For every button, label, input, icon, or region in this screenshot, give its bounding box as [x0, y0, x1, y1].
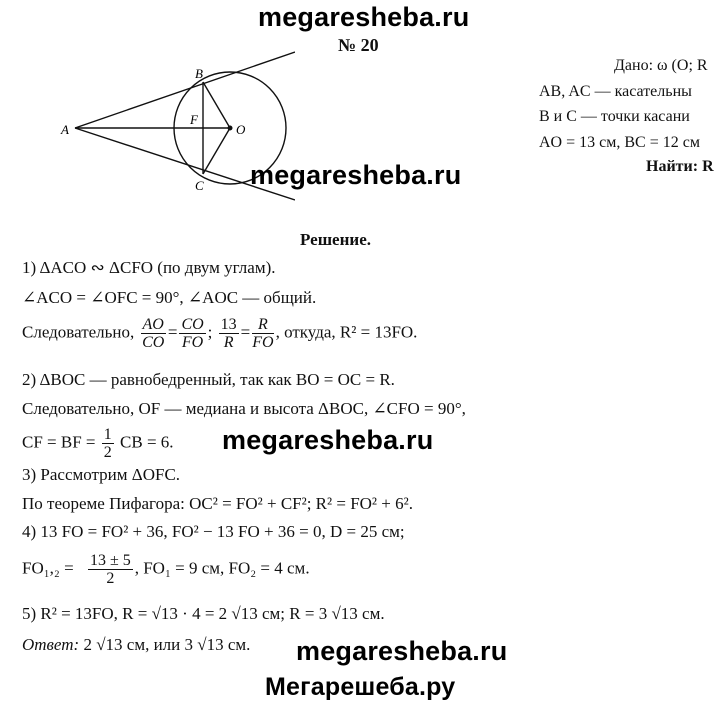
answer-text: 2 √13 см, или 3 √13 см. [83, 635, 251, 654]
fraction-1-2: $\frac{1}{2}$ [103, 426, 112, 461]
label-a: A [61, 122, 69, 137]
watermark-diagram: megaresheba.ru [250, 160, 462, 190]
step-1-suffix: , откуда, R² = 13FO. [275, 322, 418, 342]
step-2-line-1: 2) ΔBOC — равнобедренный, так как BO = OC = R. [22, 370, 395, 389]
answer-line [22, 635, 250, 655]
watermark-middle: megaresheba.ru [222, 425, 434, 455]
step-1-line-3: Следовательно, $\frac{AO}{CO}$ = $\frac{CO}{FO}$ ; $\frac{13}{R}$ = $\frac{R}{FO}$ , откуда, R² = 13FO. [22, 316, 418, 351]
watermark-footer: Мегарешеба.ру [265, 673, 456, 701]
fraction-13-r: $\frac{13}{R}$ [220, 316, 237, 351]
step-3-line-2: По теореме Пифагора: OC² = FO² + CF²; R² = FO² + 6². [22, 494, 413, 513]
find-line: Найти: R [646, 158, 714, 175]
fraction-r-fo: $\frac{R}{FO}$ [252, 316, 274, 351]
given-line-1: Дано: ω (O; R [614, 57, 708, 74]
step-2-line-3 [22, 426, 174, 461]
step-2-suffix: CB = 6. [120, 432, 174, 452]
step-4-suffix: , FO₁ = 9 см, FO₂ = 4 см. [134, 558, 310, 578]
step-1-line-2: ∠ACO = ∠OFC = 90°, ∠AOC — общий. [22, 288, 317, 307]
fraction-co-fo: $\frac{CO}{FO}$ [181, 316, 204, 351]
step-4-line-1: 4) 13 FO = FO² + 36, FO² − 13 FO + 36 = 0, D = 25 см; [22, 522, 405, 541]
step-5-line-1: 5) R² = 13FO, R = √13 · 4 = 2 √13 см; R = 3 √13 см. [22, 604, 385, 623]
fraction-ao-co: $\frac{AO}{CO}$ [142, 316, 165, 351]
given-line-2: AB, AC — касательны [539, 83, 692, 100]
step-1-line-1: 1) ΔACO ∾ ΔCFO (по двум углам). [22, 258, 276, 277]
step-3-line-1: 3) Рассмотрим ΔOFC. [22, 465, 181, 484]
step-1-prefix: Следовательно, [22, 322, 135, 342]
watermark-bottom: megaresheba.ru [296, 636, 508, 666]
fraction-13pm5-2: $\frac{13 \pm 5}{2}$ [89, 552, 131, 587]
label-b: B [195, 66, 203, 81]
label-f: F [190, 112, 198, 127]
solution-heading: Решение. [300, 230, 371, 249]
given-line-3: B и C — точки касани [539, 108, 690, 125]
center-point-o [228, 126, 233, 131]
tangent-ab [75, 52, 295, 128]
step-4-line-2 [22, 552, 310, 587]
step-2-prefix: CF = BF = [22, 432, 96, 452]
step-2-line-2: Следовательно, OF — медиана и высота ΔBOC, ∠CFO = 90°, [22, 399, 466, 418]
answer-label: Ответ: [22, 635, 80, 654]
watermark-top: megaresheba.ru [258, 2, 470, 32]
radius-oc [203, 128, 230, 174]
step-4-prefix: FO₁,₂ = [22, 558, 74, 578]
label-o: O [236, 122, 246, 137]
problem-number: № 20 [338, 35, 379, 55]
given-line-4: AO = 13 см, BC = 12 см [539, 134, 700, 151]
label-c: C [195, 178, 204, 193]
radius-ob [203, 82, 230, 128]
